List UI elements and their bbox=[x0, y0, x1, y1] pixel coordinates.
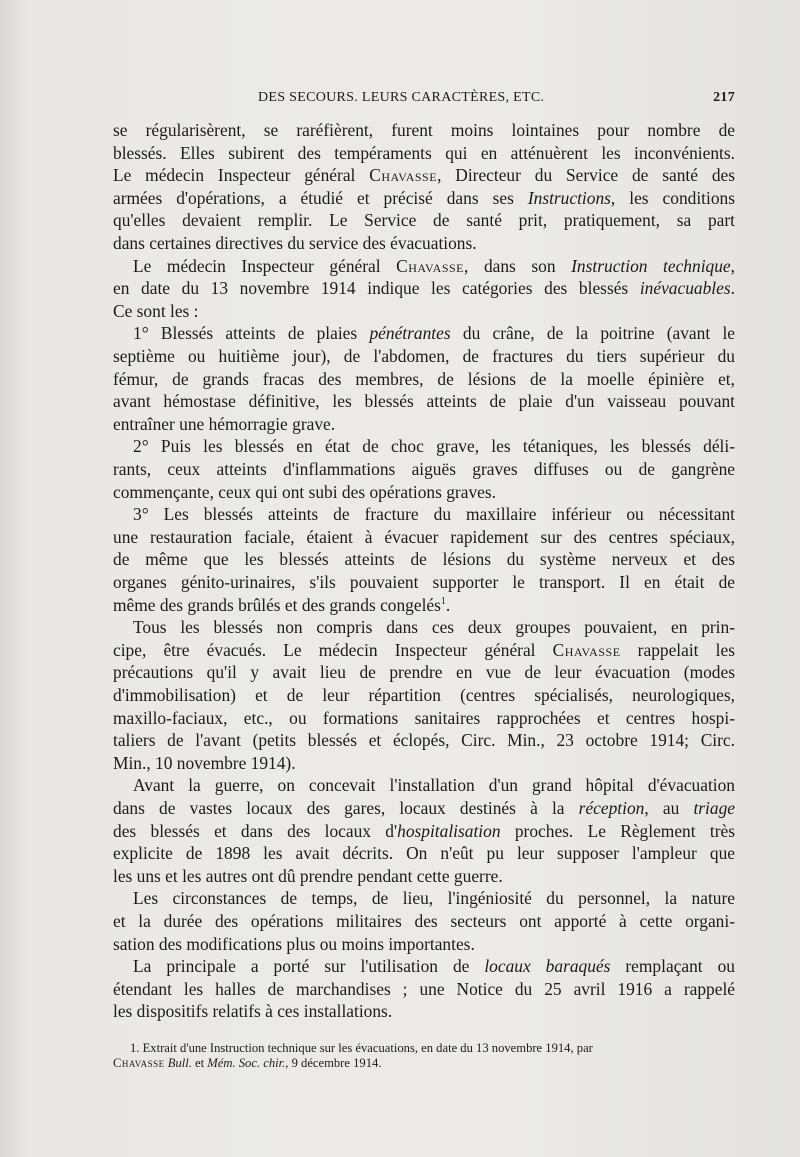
text-line bbox=[113, 413, 735, 435]
text-line bbox=[113, 661, 735, 683]
text-line bbox=[113, 277, 735, 299]
text-segment: rants, ceux atteints d'inflammations aiguës graves diffuses ou de gangrène bbox=[113, 459, 735, 479]
text-segment: remplaçant ou bbox=[610, 956, 735, 977]
text-line bbox=[113, 209, 735, 231]
text-line bbox=[113, 345, 735, 367]
text-line bbox=[113, 978, 735, 1000]
text-line bbox=[113, 164, 735, 186]
text-segment: Le médecin Inspecteur général bbox=[133, 255, 397, 276]
text-segment: étendant les halles de marchandises ; une Notice du 25 avril 1916 a rappelé bbox=[113, 978, 735, 999]
text-segment: d'immobilisation) et de leur répartition (centres spécialisés, neurologiques, bbox=[113, 685, 735, 705]
text-segment: même des grands brûlés et des grands congelés bbox=[113, 594, 441, 615]
text-line bbox=[113, 842, 735, 864]
italic-text: Instructions bbox=[527, 187, 611, 208]
text-line bbox=[113, 300, 735, 322]
text-line bbox=[113, 187, 735, 209]
text-line bbox=[113, 752, 735, 774]
italic-text: triage bbox=[693, 798, 735, 818]
text-line bbox=[113, 774, 735, 796]
text-segment: Ce sont les : bbox=[113, 300, 199, 321]
text-segment: , dans son bbox=[464, 255, 572, 276]
text-line bbox=[113, 1000, 735, 1022]
text-line bbox=[113, 503, 735, 525]
text-segment: avant hémostase définitive, les blessés atteints de plaie d'un vaisseau pouvant bbox=[113, 391, 735, 412]
text-segment: Avant la guerre, on concevait l'installation d'un grand hôpital d'évacuation bbox=[133, 775, 735, 796]
text-segment: taliers de l'avant (petits blessés et éclopés, Circ. Min., 23 octobre 1914; Circ. bbox=[113, 730, 735, 751]
text-line bbox=[113, 322, 735, 344]
text-segment: du crâne, de la poitrine (avant le bbox=[450, 323, 736, 344]
italic-text: locaux baraqués bbox=[484, 956, 611, 977]
text-line bbox=[113, 729, 735, 751]
text-segment: armées d'opérations, a étudié et précisé dans ses bbox=[113, 187, 528, 208]
text-segment: organes génito-urinaires, s'ils pouvaient supporter le transport. Il en était de bbox=[113, 572, 735, 592]
text-segment: les dispositifs relatifs à ces installations. bbox=[113, 1001, 393, 1022]
text-line bbox=[113, 232, 735, 254]
text-segment: Le médecin Inspecteur général bbox=[113, 165, 370, 186]
text-segment: Les circonstances de temps, de lieu, l'ingéniosité du personnel, la nature bbox=[133, 888, 735, 909]
text-line bbox=[113, 571, 735, 593]
text-line bbox=[113, 142, 735, 164]
text-segment: une restauration faciale, étaient à évacuer rapidement sur des centres spéciaux, bbox=[113, 526, 735, 547]
italic-text: Mém. Soc. chir. bbox=[207, 1056, 286, 1070]
italic-text: Bull. bbox=[167, 1056, 192, 1070]
running-header bbox=[113, 90, 735, 110]
text-line bbox=[113, 887, 735, 909]
text-segment: sation des modifications plus ou moins importantes. bbox=[113, 933, 475, 954]
italic-text: hospitalisation bbox=[397, 820, 501, 841]
author-name: Chavasse bbox=[369, 165, 438, 186]
text-segment: en date du 13 novembre 1914 indique les catégories des blessés bbox=[113, 278, 640, 299]
text-segment: , au bbox=[644, 798, 694, 818]
text-segment: , bbox=[730, 255, 735, 276]
text-segment: blessés. Elles subirent des tempéraments qui en atténuèrent les inconvénients. bbox=[113, 142, 735, 163]
text-segment: entraîner une hémorragie grave. bbox=[113, 413, 336, 434]
text-line bbox=[113, 616, 735, 638]
text-segment: qu'elles devaient remplir. Le Service de santé prit, pratiquement, sa part bbox=[113, 210, 735, 231]
text-segment: les uns et les autres ont dû prendre pendant cette guerre. bbox=[113, 865, 503, 886]
text-segment: 1° Blessés atteints de plaies bbox=[133, 323, 370, 344]
text-segment: 3° Les blessés atteints de fracture du maxillaire inférieur ou nécessitant bbox=[133, 504, 735, 525]
text-line bbox=[113, 548, 735, 570]
text-line bbox=[113, 707, 735, 729]
text-segment: commençante, ceux qui ont subi des opérations graves. bbox=[113, 481, 496, 502]
text-segment: , Directeur du Service de santé des bbox=[437, 165, 735, 186]
running-title: DES SECOURS. LEURS CARACTÈRES, ETC. bbox=[258, 90, 545, 105]
text-line bbox=[113, 865, 735, 887]
author-name: Chavasse bbox=[396, 255, 465, 276]
text-segment: . bbox=[730, 278, 735, 299]
text-segment: septième ou huitième jour), de l'abdomen, de fractures du tiers supérieur du bbox=[113, 346, 735, 366]
text-line bbox=[113, 526, 735, 548]
text-segment: rappelait les bbox=[620, 639, 735, 660]
footnote-line bbox=[113, 1056, 718, 1071]
text-line bbox=[113, 955, 735, 977]
footnote-line bbox=[130, 1041, 735, 1056]
italic-text: réception bbox=[578, 798, 645, 818]
text-segment: 1. Extrait d'une Instruction technique sur les évacuations, en date du 13 novembre 1914, par bbox=[130, 1041, 593, 1055]
text-segment: . bbox=[445, 594, 451, 615]
text-segment: La principale a porté sur l'utilisation de bbox=[133, 956, 485, 977]
text-line bbox=[113, 594, 735, 616]
text-line bbox=[113, 684, 735, 706]
italic-text: pénétrantes bbox=[369, 323, 451, 344]
text-line bbox=[113, 368, 735, 390]
text-line bbox=[113, 458, 735, 480]
text-segment: 2° Puis les blessés en état de choc grave, les tétaniques, les blessés déli- bbox=[133, 436, 735, 457]
author-name: Chavasse bbox=[113, 1056, 165, 1070]
text-segment: des blessés et dans des locaux d' bbox=[113, 820, 398, 841]
text-segment: , les conditions bbox=[610, 187, 736, 208]
text-line bbox=[113, 910, 735, 932]
text-line bbox=[113, 390, 735, 412]
text-line bbox=[113, 933, 735, 955]
text-line bbox=[113, 435, 735, 457]
text-segment: dans de vastes locaux des gares, locaux destinés à la bbox=[113, 798, 579, 818]
text-segment: dans certaines directives du service des évacuations. bbox=[113, 233, 477, 253]
text-segment: précautions qu'il y avait lieu de prendre en vue de leur évacuation (modes bbox=[113, 662, 735, 683]
text-segment: proches. Le Règlement très bbox=[500, 820, 735, 841]
text-line bbox=[113, 797, 735, 819]
text-segment: de même que les blessés atteints de lésions du système nerveux et des bbox=[113, 549, 735, 570]
author-name: Chavasse bbox=[552, 639, 621, 660]
text-segment: explicite de 1898 les avait décrits. On n'eût pu leur supposer l'ampleur que bbox=[113, 843, 735, 864]
text-segment: et bbox=[191, 1056, 208, 1070]
text-segment: cipe, être évacués. Le médecin Inspecteur général bbox=[113, 639, 553, 660]
text-line bbox=[113, 820, 735, 842]
text-segment: , 9 décembre 1914. bbox=[285, 1056, 382, 1070]
text-segment: et la durée des opérations militaires des secteurs ont apporté à cette organi- bbox=[113, 911, 735, 931]
text-line bbox=[113, 639, 735, 661]
text-segment: Tous les blessés non compris dans ces deux groupes pouvaient, en prin- bbox=[133, 617, 735, 638]
footnote-ref[interactable]: 1 bbox=[440, 595, 446, 607]
text-segment: Min., 10 novembre 1914). bbox=[113, 752, 296, 773]
italic-text: Instruction technique bbox=[571, 255, 731, 276]
text-segment: se régularisèrent, se raréfièrent, furent moins lointaines pour nombre de bbox=[113, 120, 735, 140]
text-line bbox=[113, 119, 735, 141]
page-number: 217 bbox=[713, 90, 735, 105]
text-line bbox=[113, 255, 735, 277]
text-segment: maxillo-faciaux, etc., ou formations sanitaires rapprochées et centres hospi- bbox=[113, 707, 735, 728]
text-segment: fémur, de grands fracas des membres, de lésions de la moelle épinière et, bbox=[113, 368, 735, 389]
text-line bbox=[113, 481, 735, 503]
italic-text: inévacuables bbox=[639, 278, 731, 299]
